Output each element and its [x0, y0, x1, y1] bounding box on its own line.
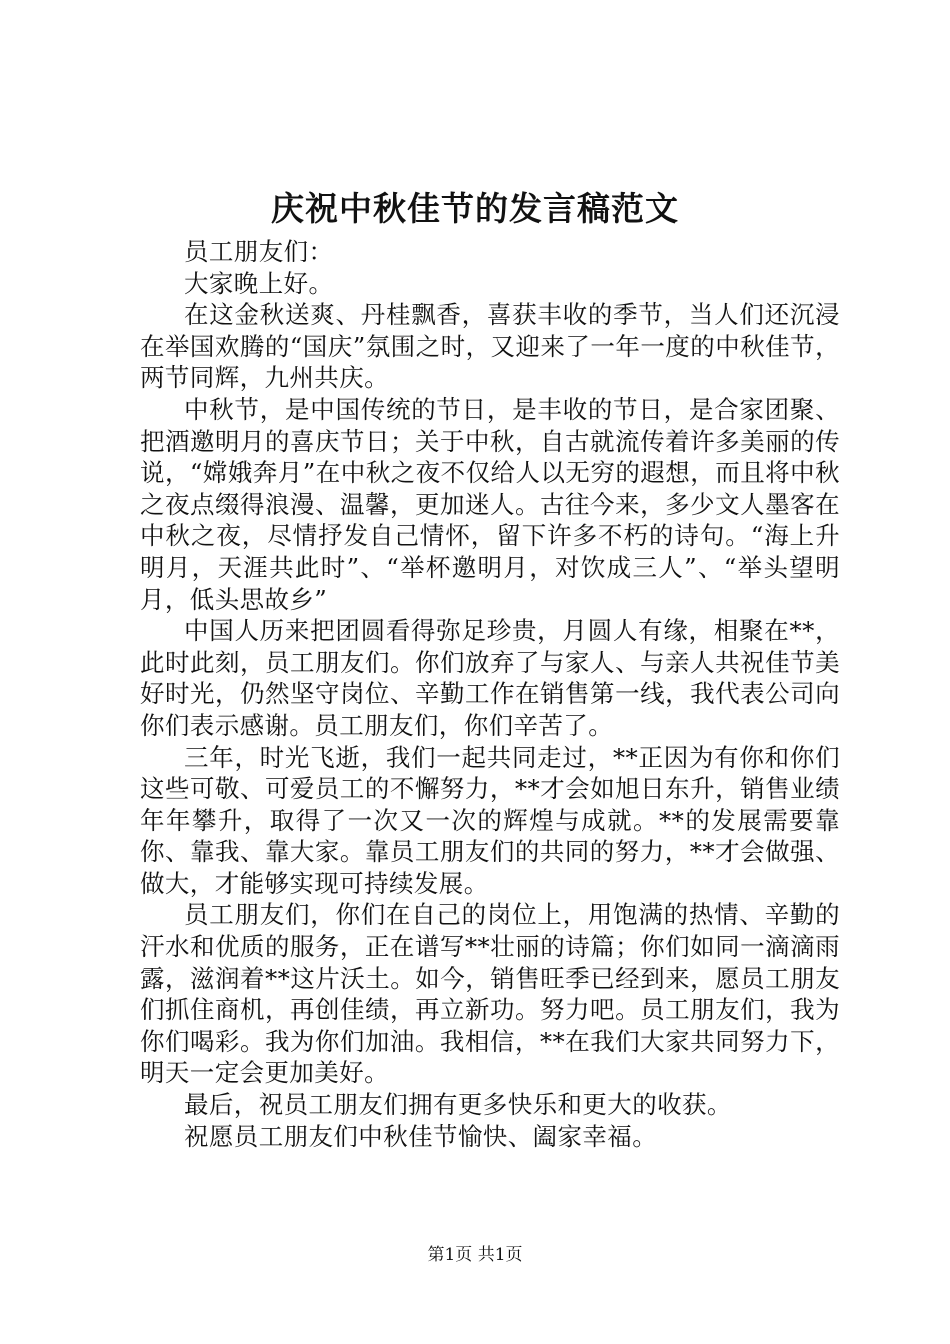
document-title: 庆祝中秋佳节的发言稿范文: [271, 189, 679, 228]
paragraph-intro: 在这金秋送爽、丹桂飘香，喜获丰收的季节，当人们还沉浸在举国欢腾的“国庆”氛围之时，又迎来了一年一度的中秋佳节，两节同辉，九州共庆。: [140, 300, 840, 393]
page-footer: 第1页 共1页: [427, 1245, 523, 1265]
paragraph-mid-autumn: 中秋节，是中国传统的节日，是丰收的节日，是合家团聚、把酒邀明月的喜庆节日；关于中秋，自古就流传着许多美丽的传说，“嫦娥奔月”在中秋之夜不仅给人以无穷的遐想，而且将中秋之夜点缀得浪漫、温馨，更加迷人。古往今来，多少文人墨客在中秋之夜，尽情抒发自己情怀，留下许多不朽的诗句。“海上升明月，天涯共此时”、“举杯邀明月，对饮成三人”、“举头望明月，低头思故乡”: [140, 394, 840, 614]
paragraph-wishes: 最后，祝员工朋友们拥有更多快乐和更大的收获。: [184, 1090, 732, 1120]
paragraph-greeting: 员工朋友们：: [184, 237, 334, 266]
paragraph-three-years: 三年，时光飞逝，我们一起共同走过，**正因为有你和你们这些可敬、可爱员工的不懈努力，**才会如旭日东升，销售业绩年年攀升，取得了一次又一次的辉煌与成就。**的发展需要靠你、靠我、靠大家。靠员工朋友们的共同的努力，**才会做强、做大，才能够实现可持续发展。: [140, 742, 840, 898]
paragraph-salutation: 大家晚上好。: [184, 268, 334, 298]
paragraph-encouragement: 员工朋友们，你们在自己的岗位上，用饱满的热情、辛勤的汗水和优质的服务，正在谱写**壮丽的诗篇；你们如同一滴滴雨露，滋润着**这片沃土。如今，销售旺季已经到来，愿员工朋友们抓住商机，再创佳绩，再立新功。努力吧。员工朋友们，我为你们喝彩。我为你们加油。我相信，**在我们大家共同努力下，明天一定会更加美好。: [140, 900, 840, 1088]
document-body: [140, 236, 840, 1152]
paragraph-reunion: 中国人历来把团圆看得弥足珍贵，月圆人有缘，相聚在**，此时此刻，员工朋友们。你们放弃了与家人、与亲人共祝佳节美好时光，仍然坚守岗位、辛勤工作在销售第一线，我代表公司向你们表示感谢。员工朋友们，你们辛苦了。: [140, 616, 840, 740]
paragraph-closing: 祝愿员工朋友们中秋佳节愉快、阖家幸福。: [184, 1121, 658, 1151]
